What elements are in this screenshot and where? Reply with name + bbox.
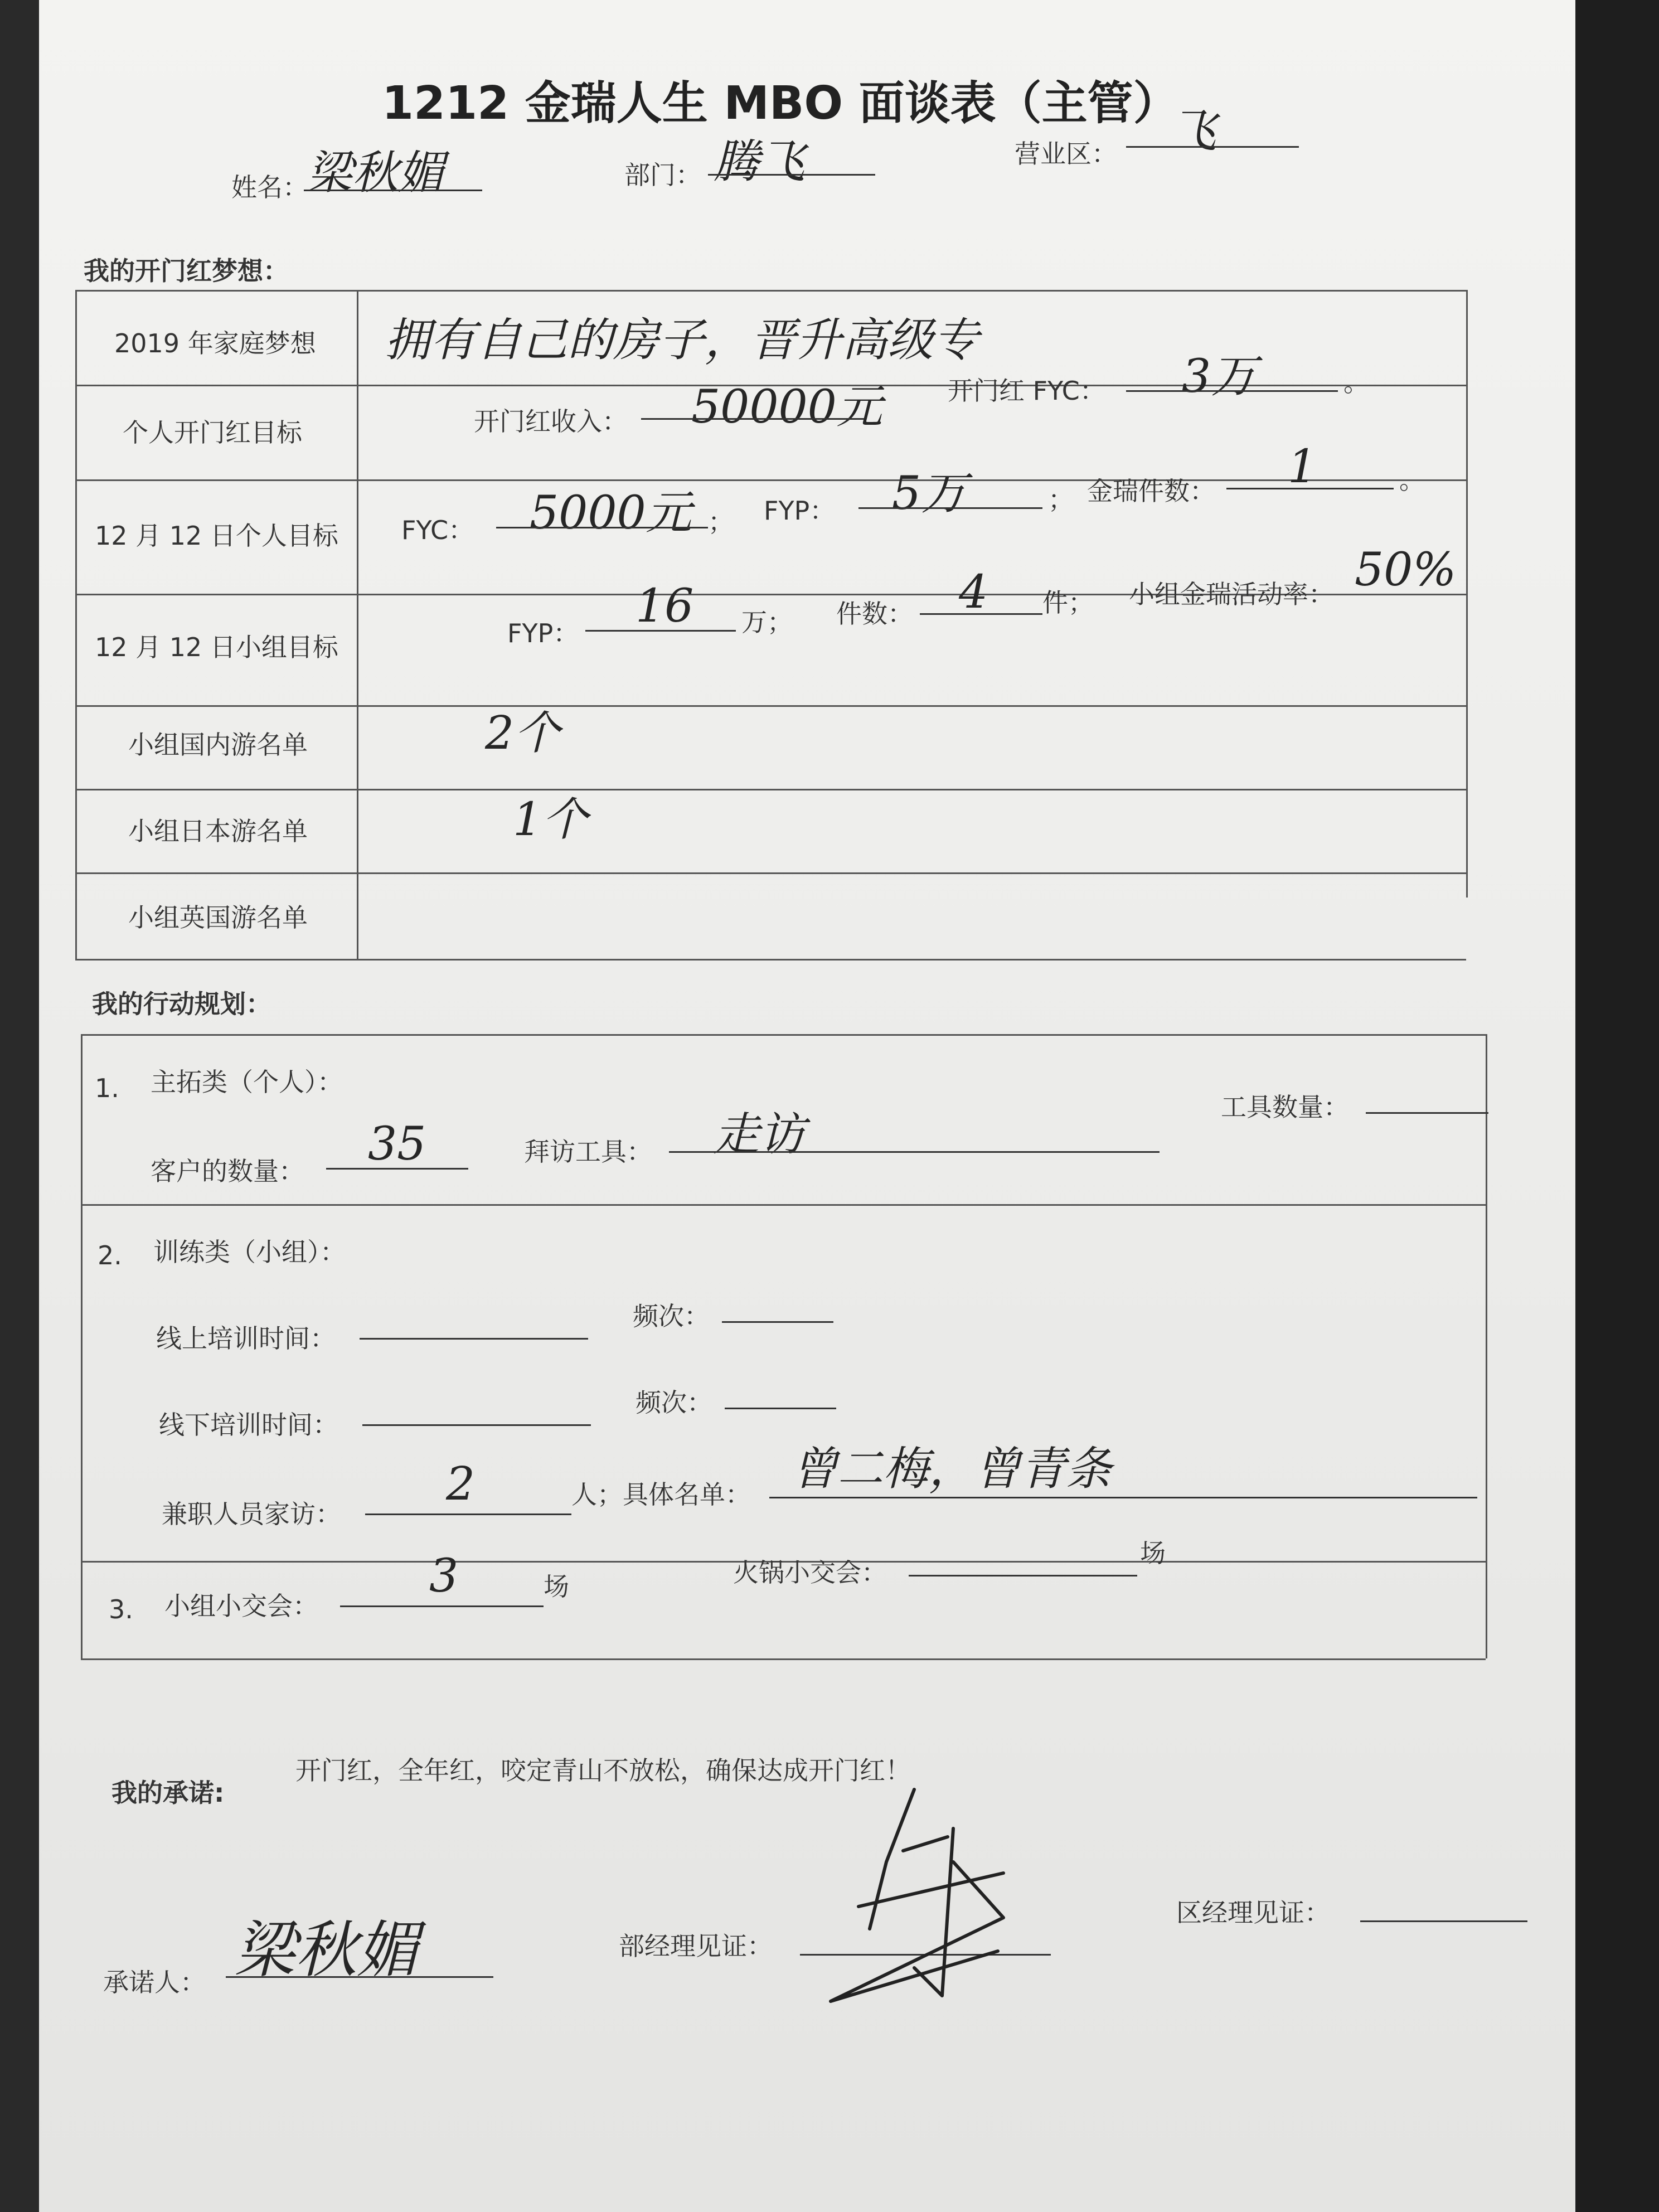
dept-mgr-signature: [819, 1784, 1087, 2018]
name-value: 梁秋媚: [307, 147, 444, 200]
name-label: 姓名：: [231, 172, 308, 202]
dec12-count-label: 金瑞件数：: [1087, 476, 1215, 506]
dept-label: 部门：: [624, 160, 701, 190]
form-paper: [39, 0, 1578, 2212]
dream-row-label-dec12-group: 12 月 12 日小组目标: [95, 632, 338, 662]
dream-row-label-domestic: 小组国内游名单: [128, 730, 308, 760]
income-underline: [641, 418, 864, 420]
tools-underline: [669, 1151, 1160, 1153]
group-fyp-value: 16: [636, 580, 694, 633]
names-underline: [769, 1497, 1477, 1498]
area-underline: [1126, 146, 1299, 148]
s2-num: 2.: [98, 1240, 122, 1270]
online-freq-label: 频次：: [633, 1301, 710, 1331]
dec12-count-value: 1: [1288, 440, 1317, 493]
hotpot-label: 火锅小交会：: [733, 1558, 887, 1588]
tools-label: 拜访工具：: [524, 1137, 652, 1167]
dec12-fyc-label: FYC：: [401, 515, 474, 545]
s2-title: 训练类（小组）：: [153, 1237, 346, 1267]
group-count-value: 4: [959, 566, 988, 619]
dream-row-label-uk: 小组英国游名单: [128, 903, 308, 933]
dream-section-header: 我的开门红梦想：: [84, 256, 289, 286]
fyc-end: 。: [1343, 367, 1369, 397]
hotpot-underline: [909, 1575, 1137, 1576]
offline-label: 线下培训时间：: [159, 1410, 338, 1440]
promisor-label: 承诺人：: [103, 1967, 206, 1997]
dec12-fyp-value: 5万: [892, 467, 967, 520]
s1-title: 主拓类（个人）：: [151, 1067, 343, 1097]
background-shadow: [1575, 0, 1659, 2212]
dec12-fyc-underline: [496, 527, 708, 528]
fyc-value: 3万: [1182, 350, 1257, 403]
group-fyp-label: FYP：: [507, 618, 579, 648]
online-freq-underline: [722, 1321, 833, 1323]
area-value: 飞: [1171, 105, 1216, 158]
dec12-fyp-underline: [858, 507, 1042, 509]
hotpot-unit: 场: [1140, 1538, 1166, 1568]
parttime-label: 兼职人员家访：: [162, 1499, 341, 1529]
parttime-underline: [365, 1514, 571, 1515]
area-mgr-label: 区经理见证：: [1176, 1898, 1330, 1928]
clients-label: 客户的数量：: [151, 1156, 304, 1186]
form-title: 1212 金瑞人生 MBO 面谈表（主管）: [382, 77, 1179, 130]
group-rate-value: 50%: [1355, 544, 1457, 596]
clients-value: 35: [368, 1118, 426, 1171]
dept-value: 腾飞: [714, 135, 805, 188]
area-label: 营业区：: [1015, 139, 1117, 169]
online-underline: [360, 1338, 588, 1340]
dream-row-label-family: 2019 年家庭梦想: [114, 328, 316, 358]
group-count-label: 件数：: [836, 599, 913, 629]
online-label: 线上培训时间：: [156, 1323, 336, 1354]
domestic-list-value: 2个: [485, 707, 560, 760]
promise-text: 开门红，全年红，咬定青山不放松，确保达成开门红！: [295, 1755, 911, 1786]
offline-freq-label: 频次：: [636, 1388, 712, 1418]
promisor-signature: 梁秋媚: [234, 1914, 418, 1986]
meet-label: 小组小交会：: [164, 1591, 318, 1621]
income-value: 50000元: [691, 381, 882, 434]
tools-value: 走访: [714, 1108, 805, 1161]
fyc-underline: [1126, 390, 1338, 392]
tools-count-underline: [1366, 1112, 1488, 1114]
offline-underline: [362, 1424, 591, 1426]
group-fyp-unit: 万；: [741, 607, 793, 637]
dept-underline: [708, 174, 875, 176]
promisor-underline: [226, 1976, 493, 1978]
parttime-unit: 人；具体名单：: [571, 1479, 751, 1510]
promise-label: 我的承诺:: [111, 1778, 225, 1808]
group-count-underline: [920, 613, 1042, 615]
s1-num: 1.: [95, 1073, 119, 1103]
names-value: 曾二梅，曾青条: [792, 1443, 1112, 1496]
dream-row-label-dec12-personal: 12 月 12 日个人目标: [95, 521, 338, 551]
dept-mgr-label: 部经理见证：: [619, 1931, 773, 1961]
parttime-value: 2: [446, 1458, 476, 1511]
action-section-header: 我的行动规划：: [92, 989, 271, 1019]
dec12-fyc-sep: ；: [708, 507, 734, 537]
dec12-fyc-value: 5000元: [530, 487, 692, 540]
group-count-unit: 件；: [1042, 588, 1094, 618]
offline-freq-underline: [725, 1408, 836, 1409]
s3-num: 3.: [109, 1594, 133, 1624]
group-rate-label: 小组金瑞活动率：: [1129, 579, 1334, 609]
meet-unit: 场: [544, 1571, 569, 1602]
name-underline: [304, 190, 482, 191]
meet-value: 3: [429, 1550, 459, 1603]
dec12-fyp-sep: ；: [1048, 484, 1074, 515]
japan-list-value: 1个: [513, 793, 588, 846]
dec12-count-underline: [1226, 488, 1394, 489]
income-label: 开门红收入：: [474, 406, 628, 436]
tools-count-label: 工具数量：: [1221, 1092, 1349, 1122]
dream-row-label-personal: 个人开门红目标: [123, 418, 302, 448]
dream-row-label-japan: 小组日本游名单: [128, 816, 308, 846]
group-fyp-underline: [585, 630, 736, 632]
fyc-label: 开门红 FYC：: [948, 376, 1105, 406]
family-dream-value: 拥有自己的房子，晋升高级专: [385, 314, 979, 367]
meet-underline: [340, 1605, 544, 1607]
dec12-fyp-label: FYP：: [764, 496, 836, 526]
dec12-count-end: 。: [1399, 465, 1425, 495]
area-mgr-underline: [1360, 1920, 1527, 1922]
clients-underline: [326, 1168, 468, 1170]
